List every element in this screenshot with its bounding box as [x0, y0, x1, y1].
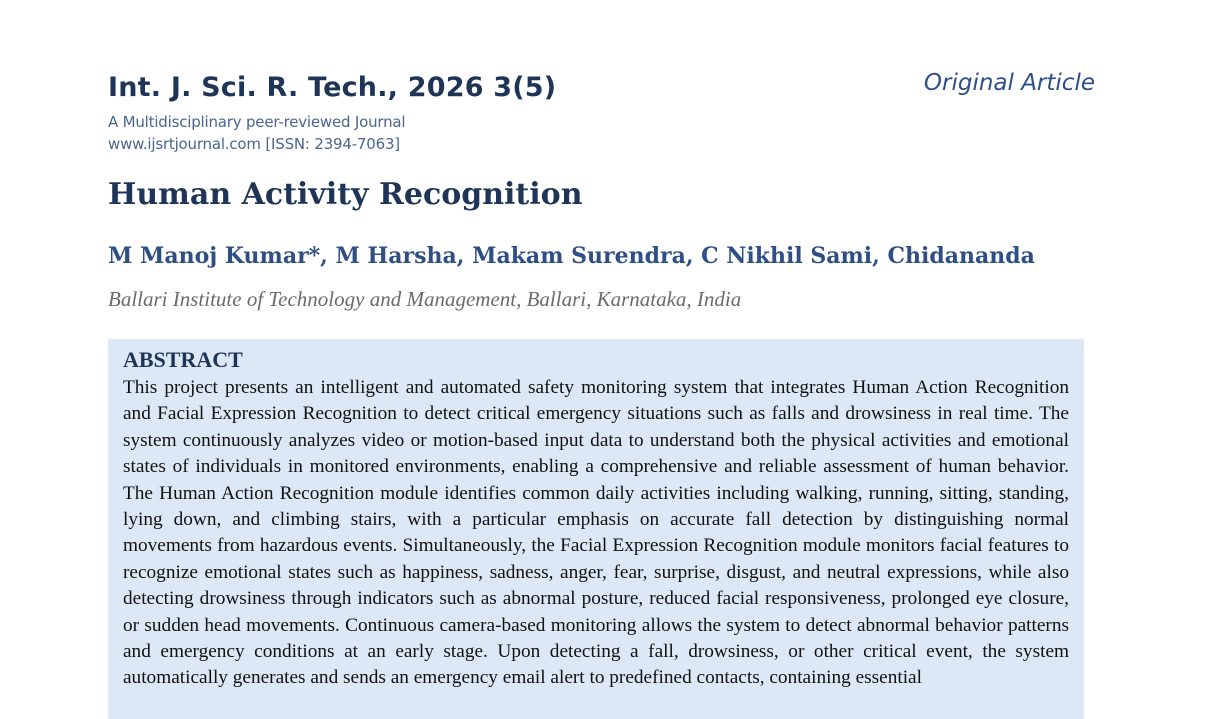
author-affiliation: Ballari Institute of Technology and Management, Ballari, Karnataka, India: [108, 287, 742, 311]
abstract-body: This project presents an intelligent and automated safety monitoring system that integrates Human Action Recognition and Facial Expression Recognition to detect critical emergency situations such as falls and drowsiness in real time. The system continuously analyzes video or motion-based input data to understand both the physical activities and emotional states of individuals in monitored environments, enabling a comprehensive and reliable assessment of human behavior. The Human Action Recognition module identifies common daily activities including walking, running, sitting, standing, lying down, and climbing stairs, with a particular emphasis on accurate fall detection by distinguishing normal movements from hazardous events. Simultaneously, the Facial Expression Recognition module monitors facial features to recognize emotional states such as happiness, sadness, anger, fear, surprise, disgust, and neutral expressions, while also detecting drowsiness through indicators such as abnormal posture, reduced facial responsiveness, prolonged eye closure, or sudden head movements. Continuous camera-based monitoring allows the system to detect abnormal behavior patterns and emergency conditions at an early stage. Upon detecting a fall, drowsiness, or other critical event, the system automatically generates and sends an emergency email alert to predefined contacts, containing essential: [123, 377, 1069, 689]
journal-website-issn: www.ijsrtjournal.com [ISSN: 2394-7063]: [108, 135, 400, 153]
paper-title: Human Activity Recognition: [108, 177, 583, 212]
journal-tagline: A Multidisciplinary peer-reviewed Journal: [108, 113, 406, 131]
abstract-heading: ABSTRACT: [123, 347, 243, 372]
journal-title: Int. J. Sci. R. Tech., 2026 3(5): [108, 72, 557, 103]
abstract-section: [108, 339, 1084, 719]
author-list: M Manoj Kumar*, M Harsha, Makam Surendra, C Nikhil Sami, Chidananda: [108, 243, 1035, 269]
article-type-label: Original Article: [923, 70, 1095, 96]
